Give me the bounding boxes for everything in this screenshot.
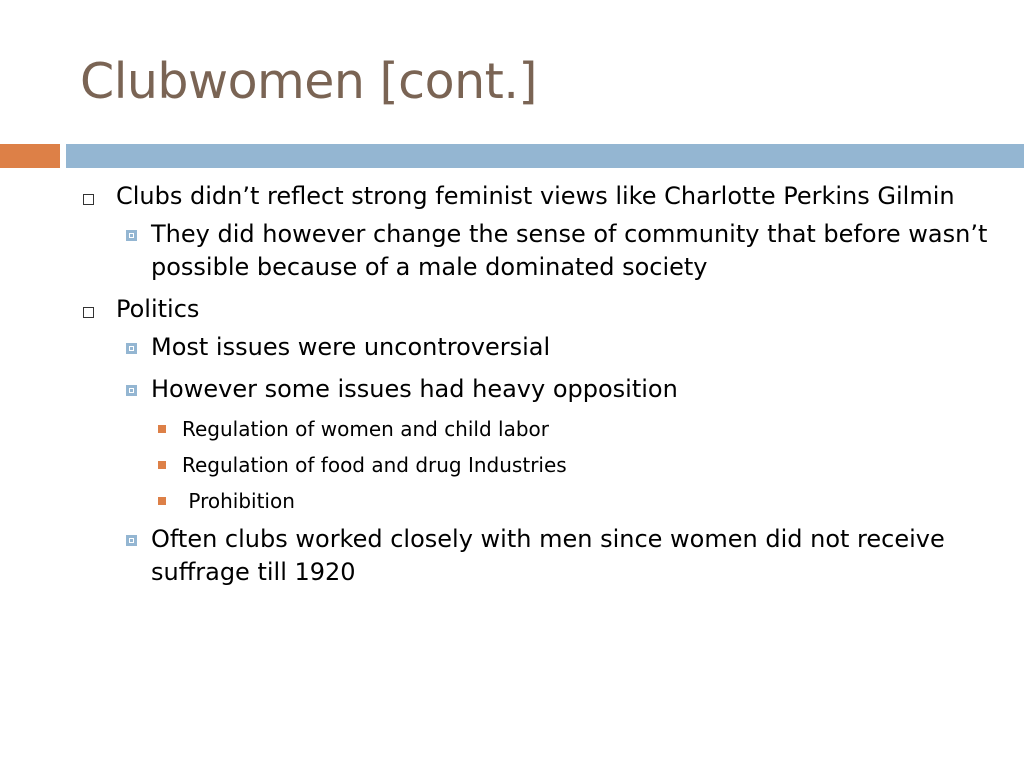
bullet-item-level3 <box>158 415 990 443</box>
filled-square-bullet-icon <box>158 497 166 505</box>
bullet-text: Prohibition <box>182 489 295 513</box>
bullet-item-level1 <box>80 293 990 326</box>
bullet-item-level3 <box>158 451 990 479</box>
bullet-text: Clubs didn’t reflect strong feminist views like Charlotte Perkins Gilmin <box>116 182 955 210</box>
bullet-text: They did however change the sense of community that before wasn’t possible because of a male dominated society <box>151 220 988 281</box>
filled-square-bullet-icon <box>158 461 166 469</box>
framed-square-bullet-icon <box>126 535 137 546</box>
bullet-text: Regulation of women and child labor <box>182 417 549 441</box>
bullet-text: Regulation of food and drug Industries <box>182 453 567 477</box>
bullet-item-level2 <box>118 218 990 284</box>
bullet-text: However some issues had heavy opposition <box>151 375 678 403</box>
hollow-square-bullet-icon <box>83 307 94 318</box>
title-rule-accent <box>0 144 60 168</box>
slide-body <box>80 180 990 598</box>
filled-square-bullet-icon <box>158 425 166 433</box>
hollow-square-bullet-icon <box>83 194 94 205</box>
framed-square-bullet-icon <box>126 385 137 396</box>
title-rule-bar <box>66 144 1024 168</box>
bullet-text: Most issues were uncontroversial <box>151 333 551 361</box>
bullet-item-level2 <box>118 373 990 406</box>
framed-square-bullet-icon <box>126 343 137 354</box>
bullet-item-level3 <box>158 487 990 515</box>
framed-square-bullet-icon <box>126 230 137 241</box>
slide-title: Clubwomen [cont.] <box>80 53 538 110</box>
bullet-text: Politics <box>116 295 200 323</box>
bullet-item-level1 <box>80 180 990 213</box>
bullet-item-level2 <box>118 523 990 589</box>
bullet-item-level2 <box>118 331 990 364</box>
bullet-text: Often clubs worked closely with men since women did not receive suffrage till 1920 <box>151 525 945 586</box>
